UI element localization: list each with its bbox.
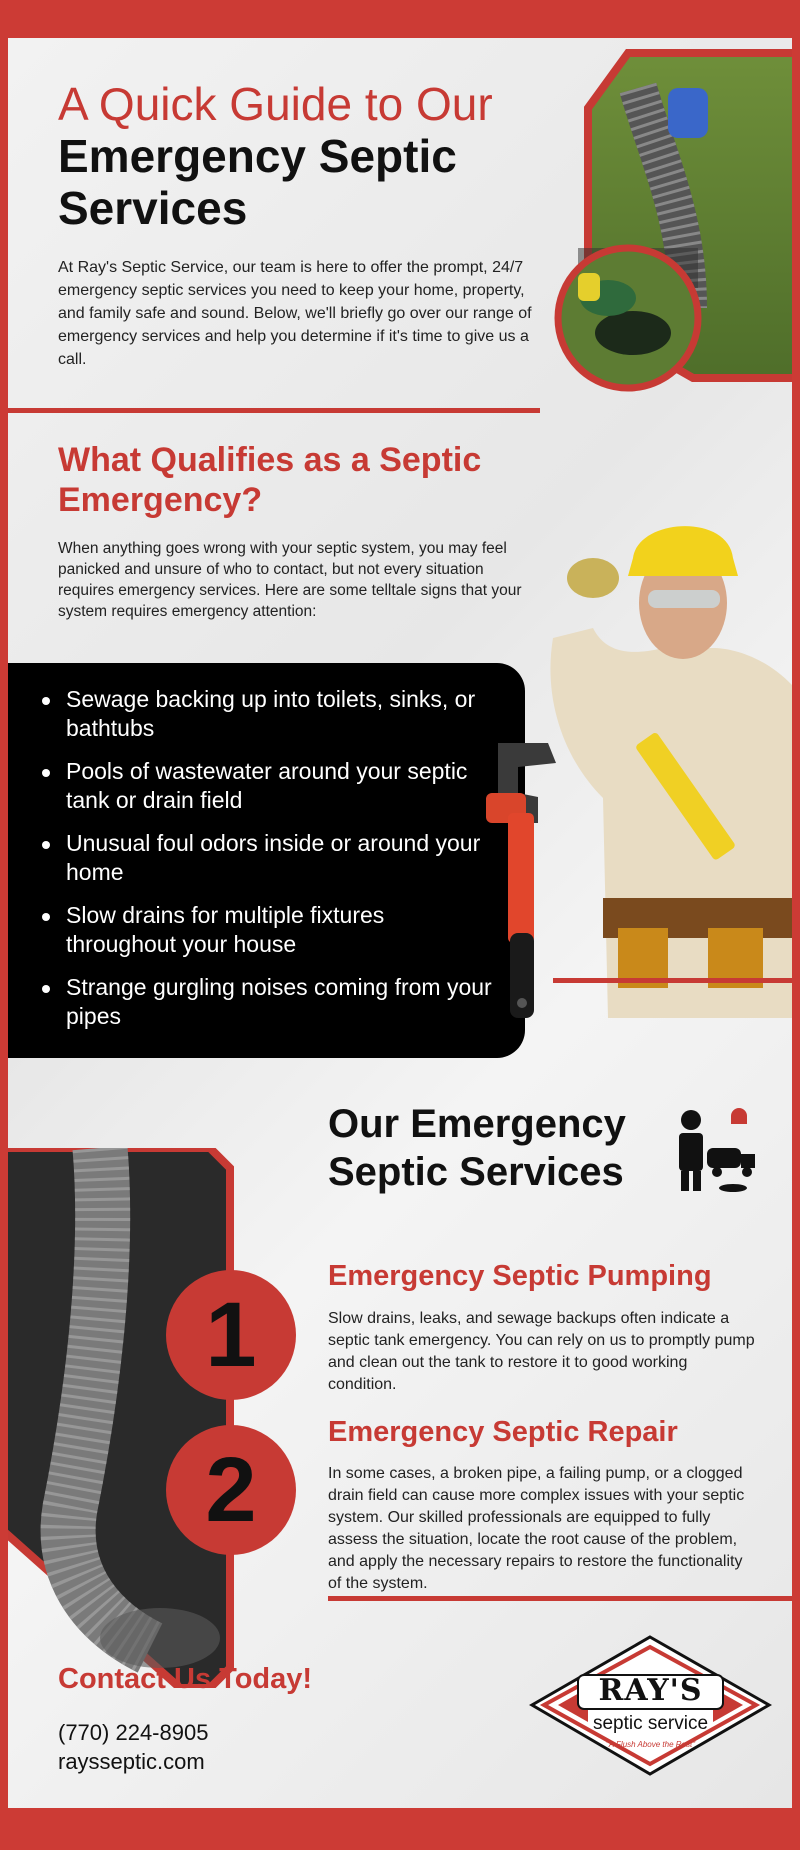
emergency-signs-box [8, 663, 525, 1058]
wrench-icon [478, 733, 568, 1033]
rays-logo [528, 1633, 773, 1778]
section-divider [328, 1596, 792, 1601]
list-item: Unusual foul odors inside or around your home [42, 829, 495, 887]
service-text-pumping: Slow drains, leaks, and sewage backups often indicate a septic tank emergency. You can rely on us to promptly pump and clean out the tank to restore it to good working condition. [328, 1310, 755, 1393]
service-number-2: 2 [166, 1425, 296, 1555]
list-item: Strange gurgling noises coming from your pipes [42, 973, 495, 1031]
page-title-line2: Emergency Septic Services [58, 130, 457, 234]
pumping-hose-photo [8, 1148, 250, 1688]
qualifies-heading: What Qualifies as a Septic Emergency? [58, 441, 482, 519]
section-divider [8, 408, 540, 413]
list-item: Slow drains for multiple fixtures throughout your house [42, 901, 495, 959]
contact-website[interactable]: raysseptic.com [58, 1749, 205, 1774]
service-text-repair: In some cases, a broken pipe, a failing pump, or a clogged drain field can cause more complex issues with your septic system. Our skilled professionals are equipped to fully assess the situation, locate the root cause of the problem, and apply the necessary repairs to restore the functionality of the system. [328, 1465, 745, 1592]
page-title-line1: A Quick Guide to Our [58, 78, 493, 130]
logo-name: RAY'S [598, 1673, 703, 1708]
emergency-signs-list [42, 685, 495, 1031]
section-divider [553, 978, 792, 983]
contact-heading: Contact Us Today! [58, 1663, 313, 1695]
contact-phone[interactable]: (770) 224-8905 [58, 1720, 209, 1745]
list-item: Pools of wastewater around your septic tank or drain field [42, 757, 495, 815]
septic-lid-photo [553, 243, 703, 393]
worker-photo [533, 498, 792, 1018]
septic-truck-icon [663, 1098, 763, 1198]
list-item: Sewage backing up into toilets, sinks, or bathtubs [42, 685, 495, 743]
qualifies-paragraph: When anything goes wrong with your septic system, you may feel panicked and unsure of who to contact, but not every situation requires emergency services. Here are some telltale signs that your system requires emergency attention: [58, 540, 522, 620]
logo-subtitle: septic service [592, 1713, 709, 1734]
service-number-1: 1 [166, 1270, 296, 1400]
logo-tagline: "A Flush Above the Rest" [605, 1740, 696, 1749]
service-title-pumping: Emergency Septic Pumping [328, 1260, 712, 1292]
services-heading: Our Emergency Septic Services [328, 1102, 626, 1194]
infographic-canvas [8, 38, 792, 1808]
service-title-repair: Emergency Septic Repair [328, 1416, 678, 1448]
intro-paragraph: At Ray's Septic Service, our team is here to offer the prompt, 24/7 emergency septic services you need to keep your home, property, and family safe and sound. Below, we'll briefly go over our range of emergency services and help you determine if it's time to give us a call. [58, 259, 532, 368]
